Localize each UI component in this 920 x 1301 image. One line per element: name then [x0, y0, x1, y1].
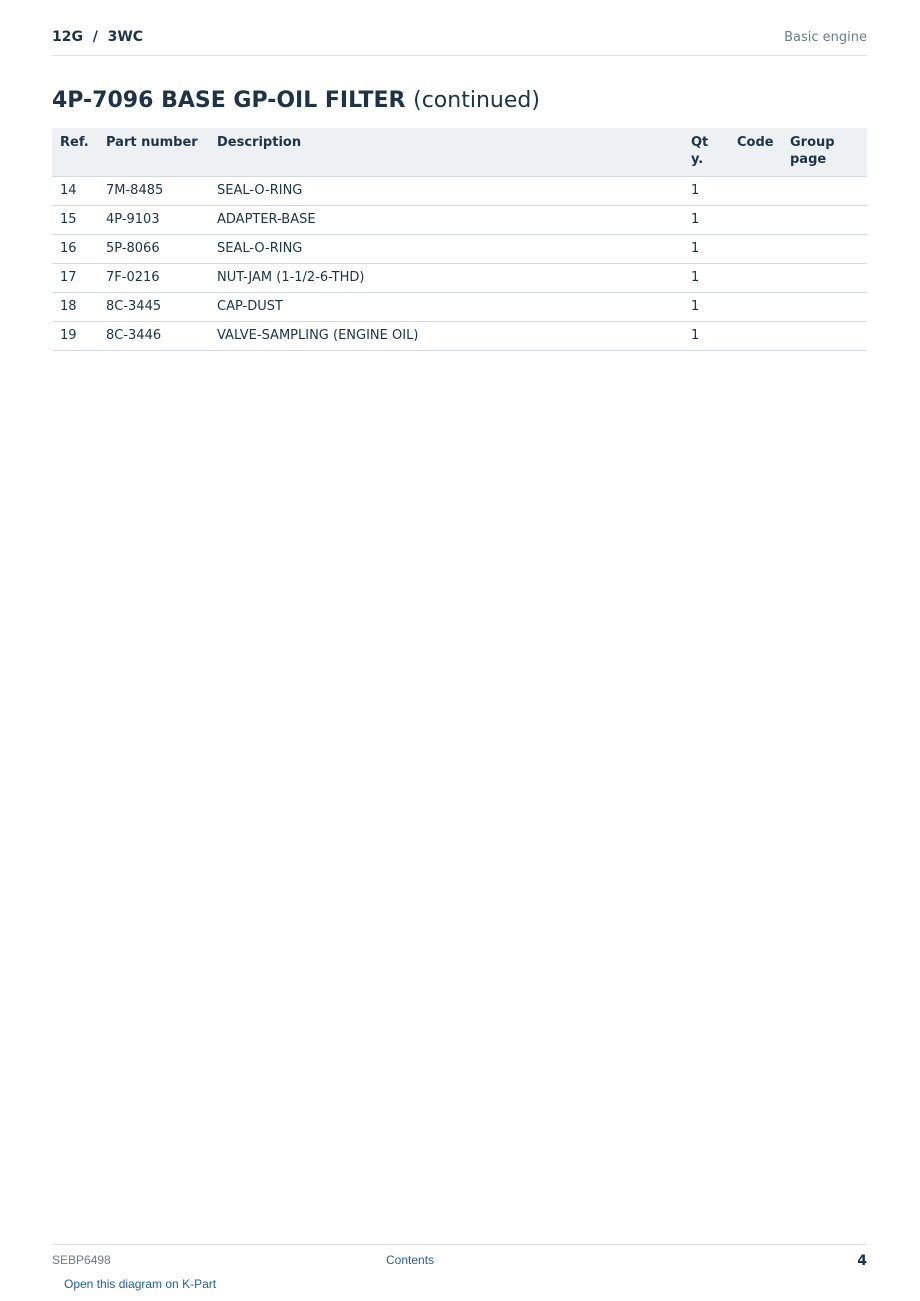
section-name: Basic engine: [784, 30, 867, 45]
cell-group-page: [782, 235, 867, 264]
cell-code: [729, 293, 782, 322]
cell-qty: 1: [683, 322, 729, 351]
column-header-group-page: [782, 128, 867, 177]
table-header-row: [52, 128, 867, 177]
cell-ref: 18: [52, 293, 98, 322]
cell-ref: 19: [52, 322, 98, 351]
cell-ref: 14: [52, 177, 98, 206]
document-id: SEBP6498: [52, 1253, 111, 1267]
contents-link[interactable]: Contents: [386, 1253, 435, 1267]
cell-part-number: 7F-0216: [98, 264, 209, 293]
column-header-part-number: Part number: [98, 128, 209, 177]
page-title-main: 4P-7096 BASE GP-OIL FILTER: [52, 88, 406, 113]
cell-description: SEAL-O-RING: [209, 235, 683, 264]
cell-part-number: 8C-3445: [98, 293, 209, 322]
table-row: [52, 264, 867, 293]
cell-ref: 15: [52, 206, 98, 235]
cell-part-number: 4P-9103: [98, 206, 209, 235]
table-row: [52, 177, 867, 206]
breadcrumb: 12G / 3WC: [52, 29, 144, 45]
cell-part-number: 7M-8485: [98, 177, 209, 206]
table-row: [52, 293, 867, 322]
cell-part-number: 5P-8066: [98, 235, 209, 264]
cell-group-page: [782, 293, 867, 322]
table-row: [52, 235, 867, 264]
cell-description: SEAL-O-RING: [209, 177, 683, 206]
cell-code: [729, 264, 782, 293]
table-row: [52, 206, 867, 235]
cell-code: [729, 235, 782, 264]
column-header-group-page-label: Group page: [790, 135, 835, 167]
cell-ref: 16: [52, 235, 98, 264]
parts-table: [52, 128, 867, 351]
cell-qty: 1: [683, 235, 729, 264]
column-header-ref: Ref.: [52, 128, 98, 177]
column-header-qty: [683, 128, 729, 177]
cell-description: CAP-DUST: [209, 293, 683, 322]
column-header-description: Description: [209, 128, 683, 177]
cell-qty: 1: [683, 264, 729, 293]
cell-group-page: [782, 264, 867, 293]
cell-group-page: [782, 206, 867, 235]
page-title-suffix: (continued): [413, 88, 540, 113]
cell-group-page: [782, 177, 867, 206]
cell-description: ADAPTER-BASE: [209, 206, 683, 235]
cell-description: NUT-JAM (1-1/2-6-THD): [209, 264, 683, 293]
cell-part-number: 8C-3446: [98, 322, 209, 351]
cell-qty: 1: [683, 206, 729, 235]
page-header: [52, 29, 867, 56]
cell-description: VALVE-SAMPLING (ENGINE OIL): [209, 322, 683, 351]
page-title: [52, 88, 540, 113]
column-header-qty-label: Qty.: [691, 135, 709, 167]
column-header-code: Code: [729, 128, 782, 177]
cell-code: [729, 322, 782, 351]
cell-group-page: [782, 322, 867, 351]
open-diagram-kpart-link[interactable]: Open this diagram on K-Part: [64, 1277, 217, 1291]
cell-ref: 17: [52, 264, 98, 293]
page-number: 4: [857, 1253, 867, 1269]
cell-code: [729, 177, 782, 206]
cell-qty: 1: [683, 177, 729, 206]
page-footer: [52, 1244, 867, 1301]
cell-qty: 1: [683, 293, 729, 322]
cell-code: [729, 206, 782, 235]
table-row: [52, 322, 867, 351]
